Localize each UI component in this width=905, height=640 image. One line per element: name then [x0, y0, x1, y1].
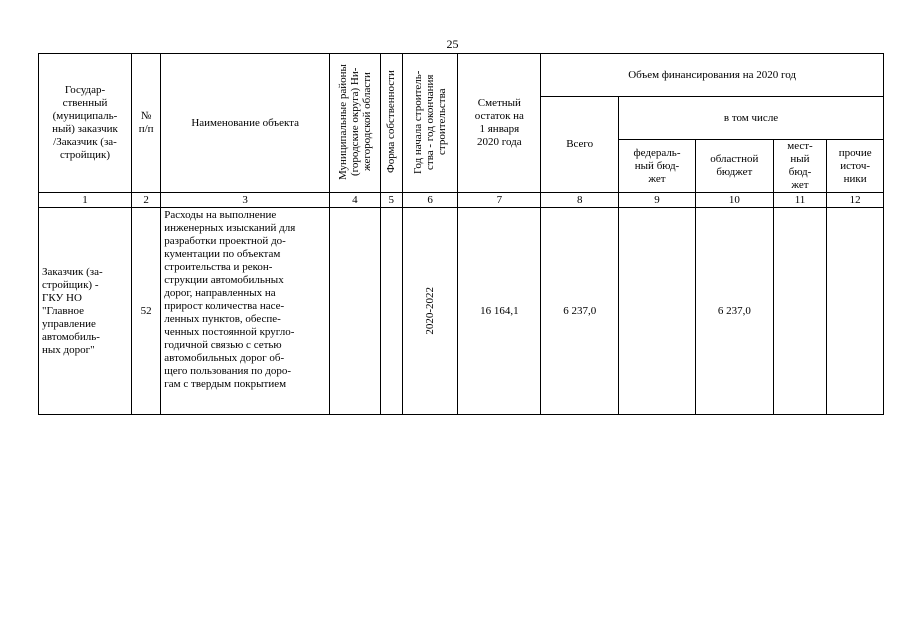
cell-regional: 6 237,0 [695, 208, 773, 415]
header-total: Всего [541, 97, 619, 193]
col-number: 1 [39, 193, 132, 208]
cell-number: 52 [131, 208, 160, 415]
header-districts: Муниципальные районы (городские округа) Ни- жегородской области [330, 54, 381, 193]
col-number: 6 [402, 193, 458, 208]
header-financing: Объем финансирования на 2020 год [541, 54, 884, 97]
table-row [39, 208, 884, 415]
header-ownership: Форма собственности [380, 54, 402, 193]
header-regional: областной бюджет [695, 140, 773, 193]
cell-other [827, 208, 884, 415]
header-number: № п/п [131, 54, 160, 193]
col-number: 5 [380, 193, 402, 208]
col-number: 4 [330, 193, 381, 208]
cell-federal [619, 208, 696, 415]
cell-district [330, 208, 381, 415]
cell-ownership [380, 208, 402, 415]
header-local: мест- ный бюд- жет [773, 140, 827, 193]
header-including: в том числе [619, 97, 884, 140]
cell-estimate: 16 164,1 [458, 208, 541, 415]
cell-local [773, 208, 827, 415]
cell-total: 6 237,0 [541, 208, 619, 415]
cell-object-name: Расходы на выполнение инженерных изысканий для разработки проектной до- кументации по объектам строительства и рекон- струкции автомобильных дорог, направленных на прирост количества насе- ленных пунктов, обеспе- ченных постоянной кругло- годичной связью с сетью автомобильных дорог об- щего пользования по доро- гам с твердым покрытием [161, 208, 330, 415]
col-number: 11 [773, 193, 827, 208]
header-row-1 [39, 54, 884, 97]
header-customer: Государ- ственный (муниципаль- ный) заказчик /Заказчик (за- стройщик) [39, 54, 132, 193]
cell-customer: Заказчик (за- стройщик) - ГКУ НО "Главное управление автомобиль- ных дорог" [39, 208, 132, 415]
header-object-name: Наименование объекта [161, 54, 330, 193]
page-number: 25 [446, 37, 459, 51]
col-number: 9 [619, 193, 696, 208]
col-number: 2 [131, 193, 160, 208]
cell-years: 2020-2022 [402, 208, 458, 415]
header-years: Год начала строитель- ства - год окончания строительства [402, 54, 458, 193]
column-numbers-row [39, 193, 884, 208]
col-number: 3 [161, 193, 330, 208]
col-number: 10 [695, 193, 773, 208]
header-estimate: Сметный остаток на 1 января 2020 года [458, 54, 541, 193]
header-other: прочие источ- ники [827, 140, 884, 193]
col-number: 12 [827, 193, 884, 208]
col-number: 8 [541, 193, 619, 208]
header-federal: федераль- ный бюд- жет [619, 140, 696, 193]
financing-table [38, 53, 884, 415]
col-number: 7 [458, 193, 541, 208]
